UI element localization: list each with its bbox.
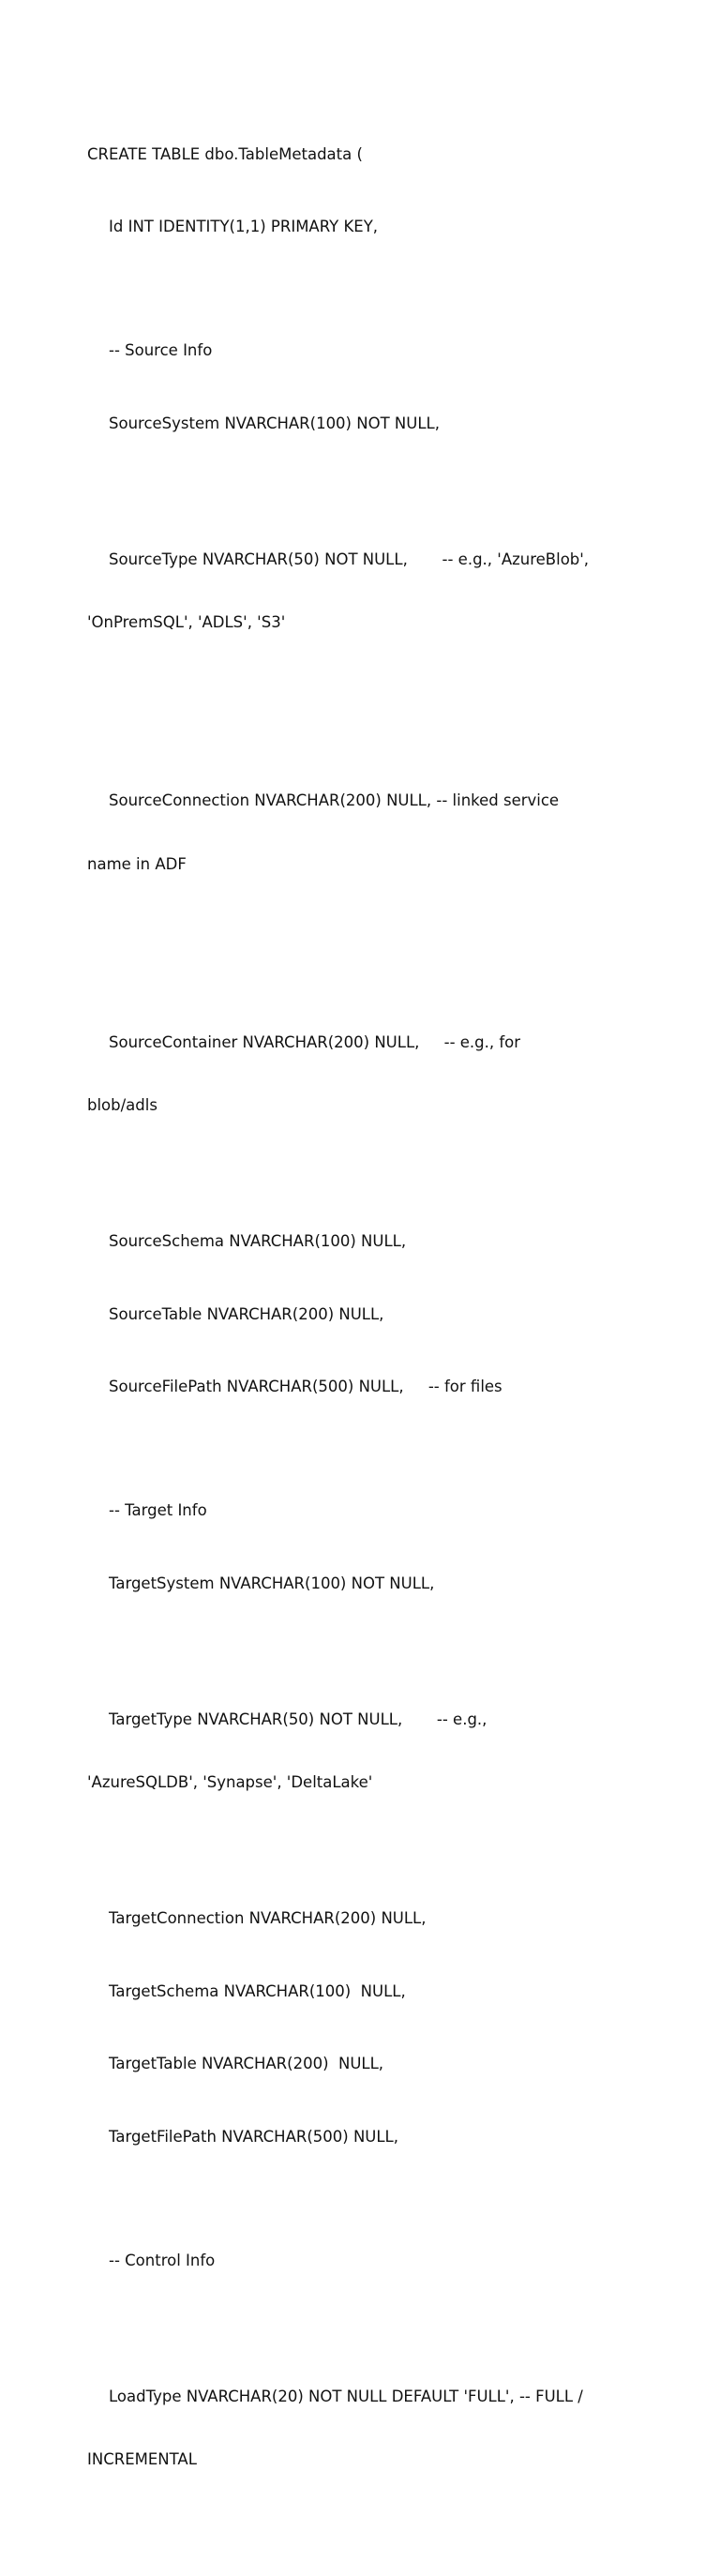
- source-connection-continuation: name in ADF: [87, 854, 187, 873]
- control-info-comment: -- Control Info: [109, 2251, 216, 2269]
- source-info-comment: -- Source Info: [109, 341, 213, 359]
- sql-code-block: [87, 81, 640, 2576]
- load-type-line: LoadType NVARCHAR(20) NOT NULL DEFAULT 'FULL', -- FULL /: [109, 2387, 583, 2405]
- target-type-block: [87, 1667, 640, 1836]
- source-schema-line: SourceSchema NVARCHAR(100) NULL,: [109, 1232, 407, 1250]
- source-container-line: SourceContainer NVARCHAR(200) NULL, -- e.g., for: [109, 1032, 521, 1051]
- target-type-continuation: 'AzureSQLDB', 'Synapse', 'DeltaLake': [87, 1773, 373, 1791]
- source-table-line: SourceTable NVARCHAR(200) NULL,: [109, 1304, 384, 1323]
- source-type-line: SourceType NVARCHAR(50) NOT NULL, -- e.g., 'AzureBlob',: [109, 550, 590, 568]
- source-system-line: SourceSystem NVARCHAR(100) NOT NULL,: [109, 414, 440, 432]
- target-type-line: TargetType NVARCHAR(50) NOT NULL, -- e.g.,: [109, 1710, 488, 1728]
- target-connection-line: TargetConnection NVARCHAR(200) NULL,: [109, 1909, 427, 1927]
- target-info-comment: -- Target Info: [109, 1501, 207, 1519]
- source-connection-line: SourceConnection NVARCHAR(200) NULL, -- linked service: [109, 791, 560, 809]
- load-type-continuation: INCREMENTAL: [87, 2450, 197, 2468]
- target-system-line: TargetSystem NVARCHAR(100) NOT NULL,: [109, 1574, 435, 1592]
- id-column-line: Id INT IDENTITY(1,1) PRIMARY KEY,: [109, 218, 379, 235]
- source-type-continuation: 'OnPremSQL', 'ADLS', 'S3': [87, 613, 286, 631]
- target-file-path-line: TargetFilePath NVARCHAR(500) NULL,: [109, 2127, 398, 2146]
- create-table-line: CREATE TABLE dbo.TableMetadata (: [87, 144, 363, 163]
- source-connection-block: [87, 748, 640, 917]
- target-schema-line: TargetSchema NVARCHAR(100) NULL,: [109, 1981, 406, 2000]
- load-type-block: [87, 2344, 640, 2513]
- source-container-continuation: blob/adls: [87, 1096, 158, 1114]
- source-file-path-line: SourceFilePath NVARCHAR(500) NULL, -- for files: [109, 1378, 502, 1395]
- source-type-block: [87, 507, 640, 676]
- source-container-block: [87, 990, 640, 1159]
- target-table-line: TargetTable NVARCHAR(200) NULL,: [109, 2055, 384, 2072]
